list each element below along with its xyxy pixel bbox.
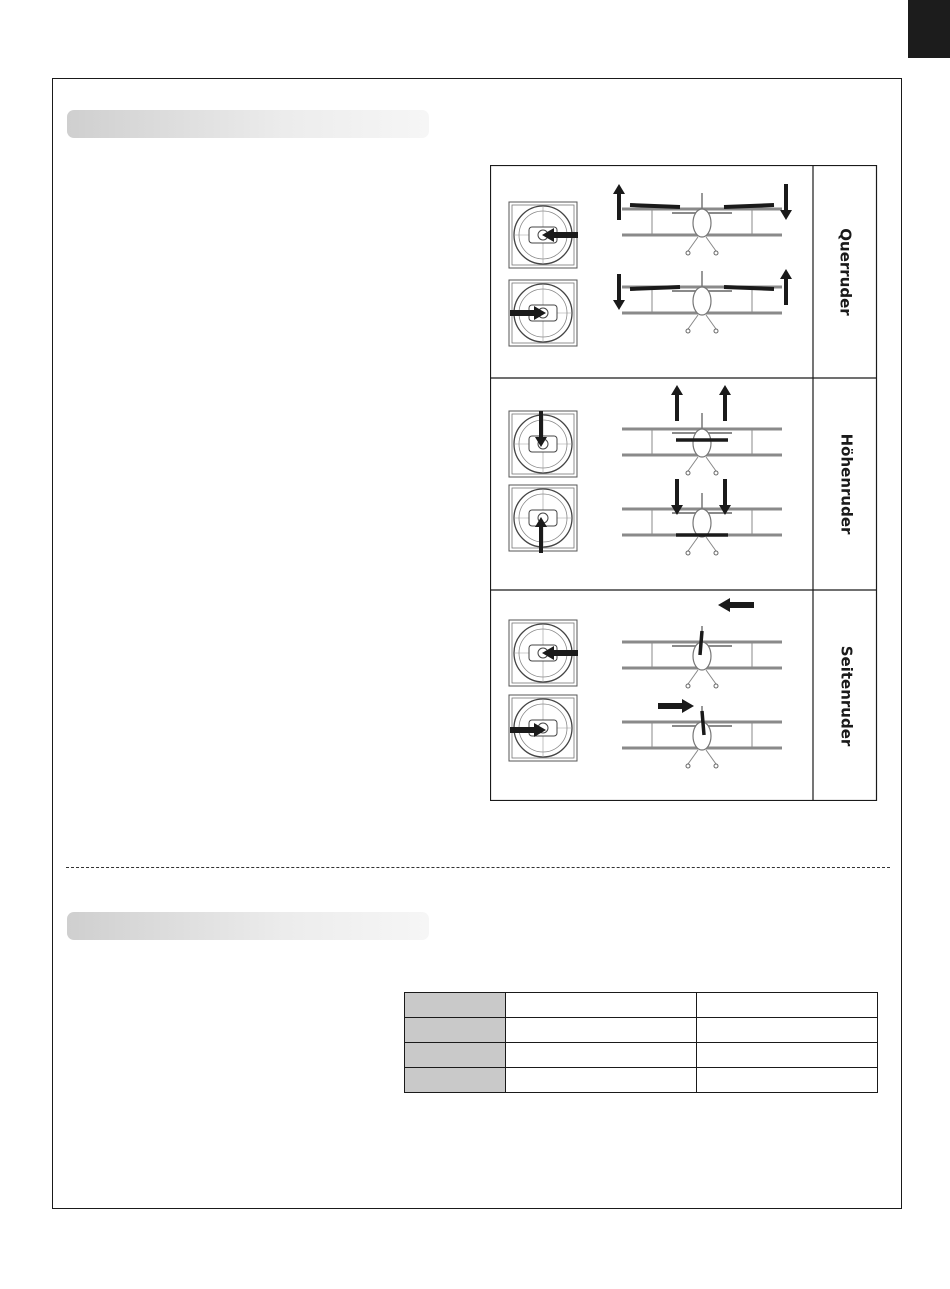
table-row — [405, 1068, 878, 1093]
table-cell — [405, 993, 506, 1018]
table-row — [405, 1043, 878, 1068]
label-elevator — [830, 378, 862, 590]
label-elevator-text: Höhenruder — [837, 433, 855, 535]
table-cell — [697, 1043, 878, 1068]
rates-table — [404, 992, 878, 1093]
table-cell — [405, 1068, 506, 1093]
table-cell — [697, 1068, 878, 1093]
table-row — [405, 993, 878, 1018]
label-rudder — [830, 590, 862, 801]
table-cell — [506, 1018, 697, 1043]
table-cell — [405, 1043, 506, 1068]
cut-line-divider — [66, 867, 890, 868]
control-direction-diagram — [490, 165, 878, 801]
label-rudder-text: Seitenruder — [837, 645, 855, 746]
section-header-bar-1 — [67, 110, 429, 138]
table-cell — [697, 1018, 878, 1043]
section-header-bar-2 — [67, 912, 429, 940]
label-aileron-text: Querruder — [837, 227, 856, 316]
table-cell — [405, 1018, 506, 1043]
table-cell — [506, 1068, 697, 1093]
table-cell — [506, 1043, 697, 1068]
label-aileron — [830, 165, 862, 378]
table-row — [405, 1018, 878, 1043]
table-cell — [506, 993, 697, 1018]
table-cell — [697, 993, 878, 1018]
page-corner-tab — [908, 0, 950, 58]
